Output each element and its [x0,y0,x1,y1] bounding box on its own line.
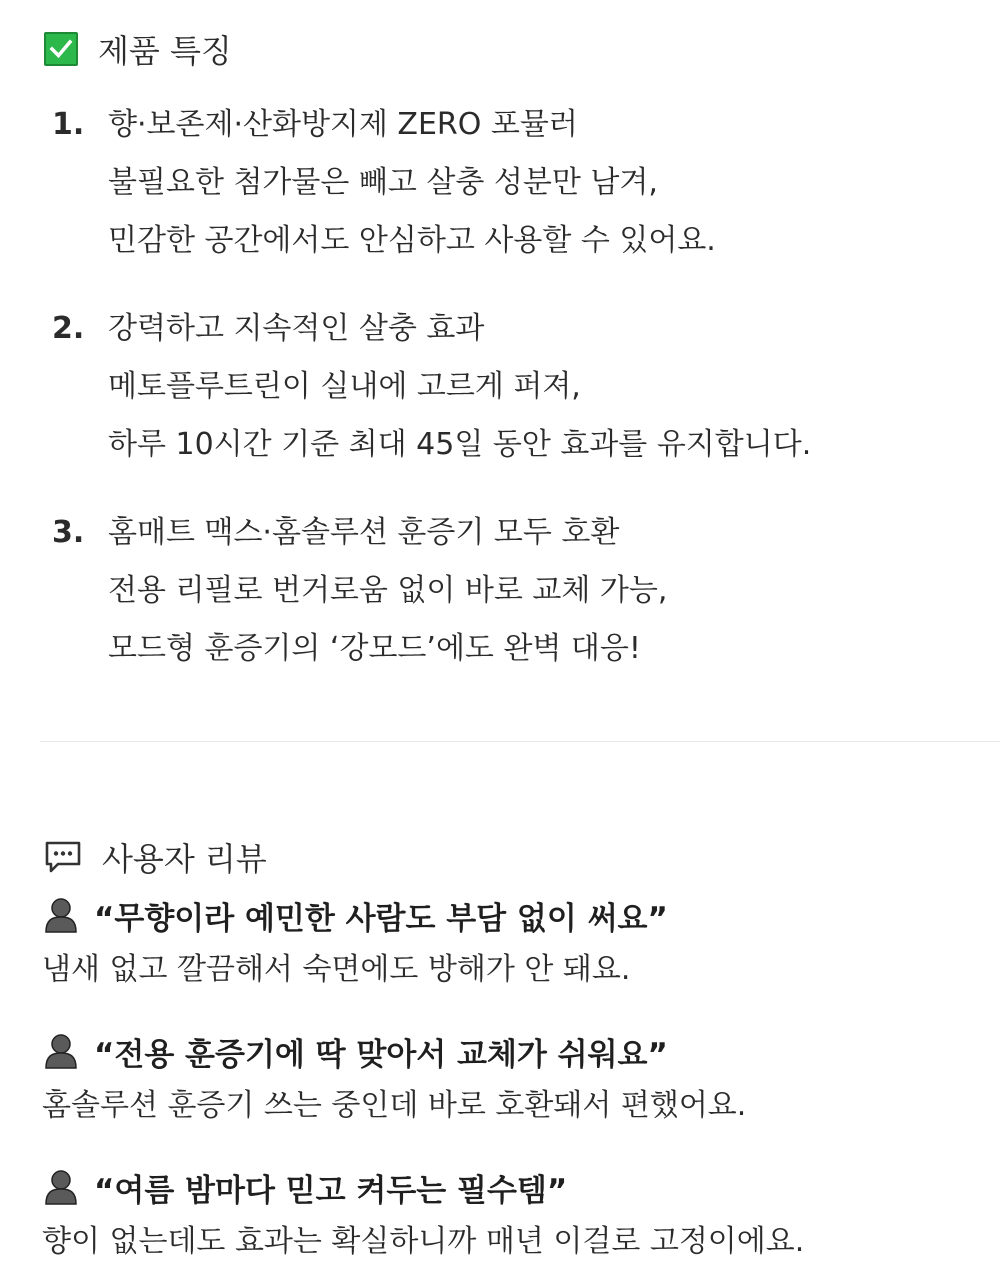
feature-item [52,504,982,678]
feature-text [108,300,811,474]
reviews-title: 사용자 리뷰 [102,840,267,878]
feature-text [108,504,667,678]
review-text: 향이 없는데도 효과는 확실하니까 매년 이걸로 고정이에요. [42,1224,805,1259]
review-item [44,1026,984,1136]
feature-line: 메토플루트린이 실내에 고르게 퍼져, [108,369,581,404]
review-header [44,1026,984,1076]
person-icon [44,895,80,935]
features-list [52,96,982,708]
feature-line: 강력하고 지속적인 살충 효과 [108,311,485,346]
feature-line: 전용 리필로 번거로움 없이 바로 교체 가능, [108,573,668,608]
reviews-heading [44,834,267,880]
review-text: 홈솔루션 훈증기 쓰는 중인데 바로 호환돼서 편했어요. [42,1088,747,1123]
feature-line: 향·보존제·산화방지제 ZERO 포뮬러 [108,107,578,142]
section-divider [40,741,1000,742]
feature-line: 불필요한 첨가물은 빼고 살충 성분만 남겨, [108,165,658,200]
review-text: 냄새 없고 깔끔해서 숙면에도 방해가 안 돼요. [42,952,631,987]
feature-item [52,96,982,270]
check-mark-icon [44,32,78,66]
feature-number: 1. [52,107,85,142]
review-header [44,1162,984,1212]
feature-number: 3. [52,515,85,550]
review-item [44,1162,984,1272]
review-quote: “여름 밤마다 믿고 켜두는 필수템” [94,1172,568,1209]
feature-line: 모드형 훈증기의 ‘강모드’에도 완벽 대응! [108,631,641,666]
feature-line: 홈매트 맥스·홈솔루션 훈증기 모두 호환 [108,515,620,550]
features-title: 제품 특징 [98,32,232,70]
review-item [44,890,984,1000]
feature-number: 2. [52,311,85,346]
speech-bubble-icon [44,840,82,874]
person-icon [44,1031,80,1071]
feature-item [52,300,982,474]
feature-text [108,96,716,270]
feature-line: 하루 10시간 기준 최대 45일 동안 효과를 유지합니다. [108,427,812,462]
feature-line: 민감한 공간에서도 안심하고 사용할 수 있어요. [108,223,716,258]
person-icon [44,1167,80,1207]
review-quote: “무향이라 예민한 사람도 부담 없이 써요” [94,900,668,937]
features-heading [44,26,232,72]
review-header [44,890,984,940]
review-quote: “전용 훈증기에 딱 맞아서 교체가 쉬워요” [94,1036,668,1073]
